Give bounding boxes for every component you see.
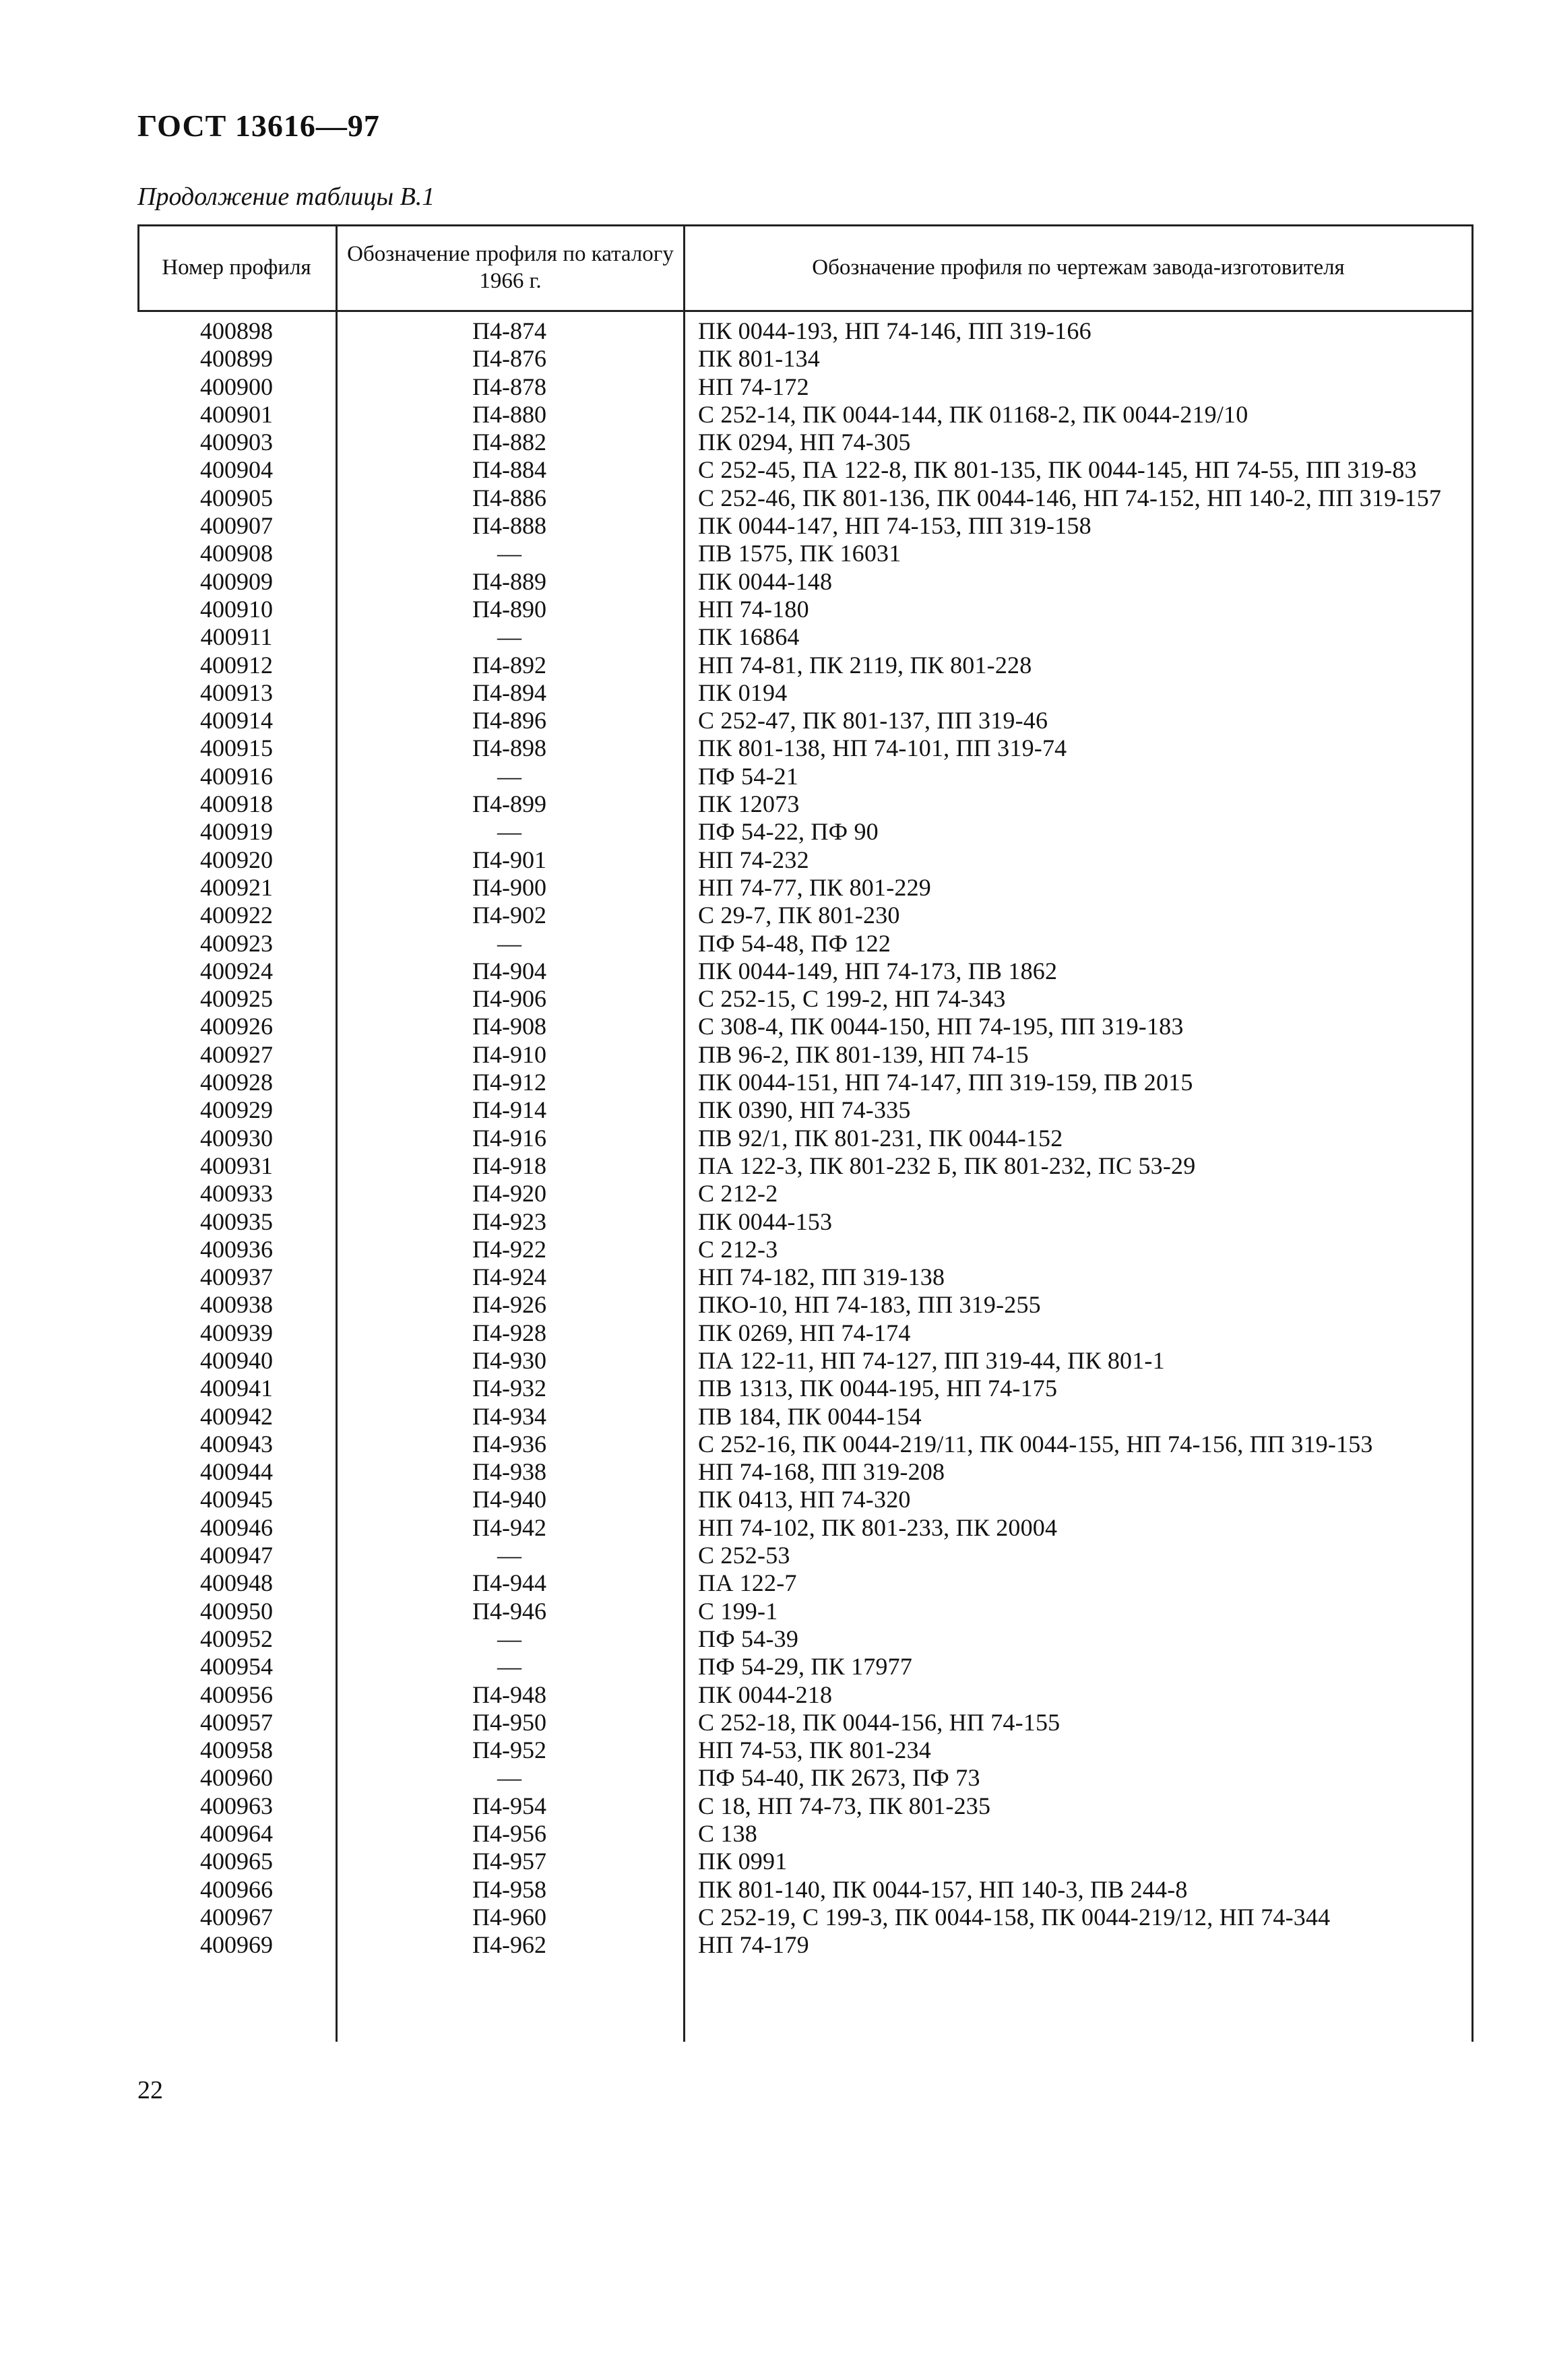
cell-profile-number: 400938 (200, 1291, 273, 1319)
cell-factory-designation: НП 74-81, ПК 2119, ПК 801-228 (698, 651, 1032, 679)
cell-profile-number: 400943 (200, 1430, 273, 1458)
cell-profile-number: 400905 (200, 484, 273, 511)
cell-profile-number: 400940 (200, 1346, 273, 1374)
cell-catalog-designation: П4-918 (472, 1152, 546, 1179)
cell-profile-number: 400958 (200, 1736, 273, 1764)
cell-factory-designation: С 252-53 (698, 1542, 790, 1569)
table-row (137, 1041, 1474, 1069)
cell-profile-number: 400922 (200, 902, 273, 929)
table-row (137, 317, 1474, 345)
cell-factory-designation: ПК 0044-193, НП 74-146, ПП 319-166 (698, 317, 1091, 344)
cell-factory-designation: ПА 122-3, ПК 801-232 Б, ПК 801-232, ПС 53-29 (698, 1152, 1196, 1179)
cell-factory-designation: НП 74-182, ПП 319-138 (698, 1263, 945, 1291)
cell-profile-number: 400903 (200, 429, 273, 456)
cell-factory-designation: НП 74-77, ПК 801-229 (698, 873, 931, 901)
cell-catalog-designation: П4-932 (472, 1375, 546, 1402)
cell-catalog-designation: — (497, 818, 521, 846)
cell-profile-number: 400965 (200, 1848, 273, 1875)
table-row (137, 763, 1474, 790)
cell-factory-designation: НП 74-53, ПК 801-234 (698, 1736, 931, 1764)
table-row (137, 790, 1474, 818)
cell-factory-designation: ПА 122-11, НП 74-127, ПП 319-44, ПК 801-1 (698, 1346, 1165, 1374)
table-header-separator (137, 310, 1474, 312)
cell-profile-number: 400900 (200, 373, 273, 400)
cell-factory-designation: С 138 (698, 1820, 758, 1848)
cell-profile-number: 400918 (200, 790, 273, 818)
cell-catalog-designation: П4-898 (472, 734, 546, 762)
cell-catalog-designation: П4-944 (472, 1569, 546, 1597)
cell-factory-designation: ПВ 1575, ПК 16031 (698, 540, 901, 567)
cell-catalog-designation: П4-936 (472, 1430, 546, 1458)
cell-catalog-designation: П4-900 (472, 873, 546, 901)
cell-factory-designation: ПК 0194 (698, 679, 788, 706)
table-row (137, 818, 1474, 846)
table-row (137, 652, 1474, 679)
cell-profile-number: 400904 (200, 456, 273, 484)
table-row (137, 1096, 1474, 1124)
table-row (137, 345, 1474, 373)
table-row (137, 1764, 1474, 1792)
cell-catalog-designation: П4-902 (472, 902, 546, 929)
table-row (137, 1069, 1474, 1096)
cell-catalog-designation: П4-946 (472, 1597, 546, 1625)
table-row (137, 1792, 1474, 1820)
cell-factory-designation: ПК 0044-147, НП 74-153, ПП 319-158 (698, 512, 1091, 540)
cell-profile-number: 400907 (200, 512, 273, 540)
table-row (137, 540, 1474, 567)
cell-profile-number: 400926 (200, 1013, 273, 1040)
cell-profile-number: 400915 (200, 734, 273, 762)
table-row (137, 1375, 1474, 1402)
cell-factory-designation: С 212-2 (698, 1180, 778, 1208)
table-row (137, 373, 1474, 401)
cell-profile-number: 400945 (200, 1486, 273, 1513)
cell-factory-designation: ПК 0390, НП 74-335 (698, 1096, 911, 1124)
column-header-factory-drawings: Обозначение профиля по чертежам завода-изготовителя (812, 255, 1345, 280)
cell-factory-designation: ПК 0044-153 (698, 1208, 833, 1235)
cell-profile-number: 400935 (200, 1208, 273, 1235)
cell-factory-designation: ПК 0044-148 (698, 567, 833, 595)
table-row (137, 1820, 1474, 1848)
cell-factory-designation: ПКО-10, НП 74-183, ПП 319-255 (698, 1291, 1041, 1319)
cell-factory-designation: С 199-1 (698, 1597, 778, 1625)
table-row (137, 429, 1474, 456)
table-row (137, 1736, 1474, 1764)
table-row (137, 1904, 1474, 1931)
table-row (137, 456, 1474, 484)
cell-profile-number: 400956 (200, 1681, 273, 1708)
cell-catalog-designation: П4-923 (472, 1208, 546, 1235)
cell-profile-number: 400963 (200, 1792, 273, 1819)
table-row (137, 596, 1474, 623)
table-row (137, 930, 1474, 958)
table-row (137, 568, 1474, 596)
cell-catalog-designation: — (497, 1625, 521, 1652)
cell-catalog-designation: П4-874 (472, 317, 546, 344)
table-row (137, 1236, 1474, 1263)
table-body (137, 317, 1474, 1960)
cell-catalog-designation: П4-934 (472, 1402, 546, 1430)
cell-factory-designation: ПФ 54-39 (698, 1625, 799, 1652)
cell-catalog-designation: П4-890 (472, 595, 546, 623)
cell-profile-number: 400931 (200, 1152, 273, 1179)
cell-catalog-designation: — (497, 929, 521, 957)
cell-factory-designation: С 252-45, ПА 122-8, ПК 801-135, ПК 0044-145, НП 74-55, ПП 319-83 (698, 456, 1417, 484)
cell-catalog-designation: П4-940 (472, 1486, 546, 1513)
cell-catalog-designation: П4-889 (472, 567, 546, 595)
cell-factory-designation: НП 74-180 (698, 595, 809, 623)
table-row (137, 1486, 1474, 1513)
cell-catalog-designation: П4-876 (472, 345, 546, 373)
cell-profile-number: 400939 (200, 1319, 273, 1346)
cell-catalog-designation: П4-956 (472, 1820, 546, 1848)
cell-profile-number: 400916 (200, 762, 273, 790)
cell-catalog-designation: П4-914 (472, 1096, 546, 1124)
cell-catalog-designation: П4-922 (472, 1235, 546, 1263)
profile-table (137, 224, 1474, 2042)
cell-profile-number: 400937 (200, 1263, 273, 1291)
cell-catalog-designation: П4-950 (472, 1708, 546, 1736)
cell-catalog-designation: П4-899 (472, 790, 546, 818)
cell-catalog-designation: П4-886 (472, 484, 546, 511)
table-row (137, 623, 1474, 651)
cell-factory-designation: С 252-19, С 199-3, ПК 0044-158, ПК 0044-219/12, НП 74-344 (698, 1903, 1331, 1931)
cell-profile-number: 400946 (200, 1513, 273, 1541)
cell-catalog-designation: П4-896 (472, 707, 546, 734)
cell-catalog-designation: П4-894 (472, 679, 546, 706)
table-row (137, 679, 1474, 707)
cell-profile-number: 400964 (200, 1820, 273, 1848)
cell-profile-number: 400923 (200, 929, 273, 957)
cell-catalog-designation: П4-912 (472, 1069, 546, 1096)
table-row (137, 401, 1474, 429)
cell-factory-designation: ПК 0044-151, НП 74-147, ПП 319-159, ПВ 2015 (698, 1069, 1193, 1096)
cell-catalog-designation: П4-930 (472, 1346, 546, 1374)
table-row (137, 1848, 1474, 1875)
cell-factory-designation: ПВ 1313, ПК 0044-195, НП 74-175 (698, 1375, 1058, 1402)
cell-profile-number: 400947 (200, 1542, 273, 1569)
cell-catalog-designation: П4-882 (472, 429, 546, 456)
cell-catalog-designation: П4-942 (472, 1513, 546, 1541)
cell-profile-number: 400969 (200, 1931, 273, 1959)
cell-factory-designation: НП 74-232 (698, 846, 809, 873)
cell-catalog-designation: П4-910 (472, 1040, 546, 1068)
cell-profile-number: 400954 (200, 1653, 273, 1681)
table-continuation-caption: Продолжение таблицы В.1 (137, 183, 435, 211)
table-row (137, 1542, 1474, 1569)
table-row (137, 1569, 1474, 1597)
cell-profile-number: 400936 (200, 1235, 273, 1263)
cell-catalog-designation: П4-960 (472, 1903, 546, 1931)
cell-catalog-designation: П4-884 (472, 456, 546, 484)
cell-catalog-designation: П4-954 (472, 1792, 546, 1819)
table-row (137, 985, 1474, 1013)
table-row (137, 734, 1474, 762)
cell-profile-number: 400960 (200, 1764, 273, 1792)
cell-factory-designation: ПК 0044-218 (698, 1681, 833, 1708)
cell-factory-designation: ПФ 54-21 (698, 762, 799, 790)
cell-profile-number: 400921 (200, 873, 273, 901)
cell-profile-number: 400912 (200, 651, 273, 679)
cell-profile-number: 400950 (200, 1597, 273, 1625)
table-row (137, 1598, 1474, 1625)
cell-factory-designation: ПВ 92/1, ПК 801-231, ПК 0044-152 (698, 1124, 1063, 1152)
cell-profile-number: 400966 (200, 1875, 273, 1903)
cell-profile-number: 400930 (200, 1124, 273, 1152)
cell-catalog-designation: П4-924 (472, 1263, 546, 1291)
cell-catalog-designation: — (497, 762, 521, 790)
cell-profile-number: 400919 (200, 818, 273, 846)
cell-factory-designation: НП 74-102, ПК 801-233, ПК 20004 (698, 1513, 1058, 1541)
cell-profile-number: 400957 (200, 1708, 273, 1736)
cell-catalog-designation: П4-920 (472, 1180, 546, 1208)
column-header-profile-number: Номер профиля (162, 255, 311, 280)
cell-factory-designation: НП 74-172 (698, 373, 809, 400)
cell-catalog-designation: П4-962 (472, 1931, 546, 1959)
cell-factory-designation: ПК 0269, НП 74-174 (698, 1319, 911, 1346)
cell-factory-designation: С 252-18, ПК 0044-156, НП 74-155 (698, 1708, 1061, 1736)
cell-catalog-designation: П4-948 (472, 1681, 546, 1708)
cell-profile-number: 400941 (200, 1375, 273, 1402)
table-row (137, 1263, 1474, 1291)
table-row (137, 1319, 1474, 1347)
cell-factory-designation: С 18, НП 74-73, ПК 801-235 (698, 1792, 991, 1819)
cell-profile-number: 400967 (200, 1903, 273, 1931)
cell-catalog-designation: П4-958 (472, 1875, 546, 1903)
cell-profile-number: 400909 (200, 567, 273, 595)
cell-factory-designation: ПФ 54-22, ПФ 90 (698, 818, 879, 846)
cell-profile-number: 400927 (200, 1040, 273, 1068)
cell-profile-number: 400928 (200, 1069, 273, 1096)
cell-factory-designation: С 252-14, ПК 0044-144, ПК 01168-2, ПК 0044-219/10 (698, 400, 1248, 428)
document-title: ГОСТ 13616—97 (137, 108, 380, 143)
cell-catalog-designation: — (497, 1542, 521, 1569)
table-row (137, 874, 1474, 902)
cell-catalog-designation: П4-957 (472, 1848, 546, 1875)
cell-factory-designation: ПК 801-138, НП 74-101, ПП 319-74 (698, 734, 1067, 762)
column-header-catalog-1966: Обозначение профиля по каталогу 1966 г. (347, 241, 674, 293)
cell-factory-designation: ПК 801-134 (698, 345, 820, 373)
table-row (137, 1458, 1474, 1486)
cell-factory-designation: ПК 0294, НП 74-305 (698, 429, 911, 456)
table-row (137, 1403, 1474, 1431)
table-row (137, 1013, 1474, 1040)
cell-catalog-designation: П4-928 (472, 1319, 546, 1346)
cell-catalog-designation: П4-892 (472, 651, 546, 679)
cell-profile-number: 400933 (200, 1180, 273, 1208)
cell-factory-designation: С 29-7, ПК 801-230 (698, 902, 900, 929)
cell-catalog-designation: П4-901 (472, 846, 546, 873)
cell-factory-designation: ПК 16864 (698, 623, 800, 651)
cell-factory-designation: ПК 0991 (698, 1848, 788, 1875)
table-row (137, 1208, 1474, 1236)
cell-catalog-designation: П4-938 (472, 1458, 546, 1486)
table-row (137, 1180, 1474, 1208)
cell-catalog-designation: — (497, 1764, 521, 1792)
table-row (137, 1125, 1474, 1152)
cell-factory-designation: ПВ 184, ПК 0044-154 (698, 1402, 922, 1430)
table-row (137, 707, 1474, 734)
cell-catalog-designation: П4-926 (472, 1291, 546, 1319)
table-row (137, 1431, 1474, 1458)
cell-catalog-designation: П4-878 (472, 373, 546, 400)
cell-profile-number: 400929 (200, 1096, 273, 1124)
table-row (137, 958, 1474, 985)
cell-profile-number: 400913 (200, 679, 273, 706)
cell-catalog-designation: П4-916 (472, 1124, 546, 1152)
cell-factory-designation: ПФ 54-48, ПФ 122 (698, 929, 891, 957)
cell-profile-number: 400910 (200, 595, 273, 623)
table-row (137, 902, 1474, 929)
cell-profile-number: 400948 (200, 1569, 273, 1597)
table-row (137, 1681, 1474, 1709)
cell-profile-number: 400911 (200, 623, 273, 651)
cell-profile-number: 400920 (200, 846, 273, 873)
cell-profile-number: 400914 (200, 707, 273, 734)
cell-catalog-designation: П4-908 (472, 1013, 546, 1040)
table-row (137, 1514, 1474, 1542)
cell-profile-number: 400924 (200, 957, 273, 984)
cell-factory-designation: С 252-16, ПК 0044-219/11, ПК 0044-155, НП 74-156, ПП 319-153 (698, 1430, 1373, 1458)
cell-factory-designation: ПК 801-140, ПК 0044-157, НП 140-3, ПВ 244-8 (698, 1875, 1188, 1903)
cell-factory-designation: С 252-15, С 199-2, НП 74-343 (698, 985, 1006, 1013)
cell-catalog-designation: — (497, 1653, 521, 1681)
table-row (137, 1347, 1474, 1375)
cell-factory-designation: С 212-3 (698, 1235, 778, 1263)
table-row (137, 1291, 1474, 1319)
cell-factory-designation: С 252-46, ПК 801-136, ПК 0044-146, НП 74-152, НП 140-2, ПП 319-157 (698, 484, 1442, 511)
cell-factory-designation: С 308-4, ПК 0044-150, НП 74-195, ПП 319-183 (698, 1013, 1184, 1040)
cell-factory-designation: ПК 12073 (698, 790, 800, 818)
cell-catalog-designation: П4-880 (472, 400, 546, 428)
cell-profile-number: 400925 (200, 985, 273, 1013)
table-row (137, 512, 1474, 540)
table-row (137, 1625, 1474, 1653)
cell-profile-number: 400944 (200, 1458, 273, 1486)
cell-catalog-designation: П4-888 (472, 512, 546, 540)
cell-factory-designation: НП 74-168, ПП 319-208 (698, 1458, 945, 1486)
cell-factory-designation: НП 74-179 (698, 1931, 809, 1959)
cell-catalog-designation: П4-906 (472, 985, 546, 1013)
table-row (137, 1152, 1474, 1180)
table-row (137, 1876, 1474, 1904)
cell-profile-number: 400901 (200, 400, 273, 428)
cell-profile-number: 400908 (200, 540, 273, 567)
table-row (137, 484, 1474, 512)
cell-profile-number: 400898 (200, 317, 273, 344)
cell-catalog-designation: П4-952 (472, 1736, 546, 1764)
table-row (137, 1931, 1474, 1959)
cell-factory-designation: ПФ 54-40, ПК 2673, ПФ 73 (698, 1764, 980, 1792)
cell-catalog-designation: — (497, 540, 521, 567)
cell-factory-designation: ПА 122-7 (698, 1569, 797, 1597)
cell-factory-designation: С 252-47, ПК 801-137, ПП 319-46 (698, 707, 1048, 734)
table-row (137, 846, 1474, 874)
cell-catalog-designation: П4-904 (472, 957, 546, 984)
cell-factory-designation: ПФ 54-29, ПК 17977 (698, 1653, 913, 1681)
cell-profile-number: 400899 (200, 345, 273, 373)
cell-factory-designation: ПВ 96-2, ПК 801-139, НП 74-15 (698, 1040, 1029, 1068)
cell-catalog-designation: — (497, 623, 521, 651)
table-row (137, 1709, 1474, 1736)
page-number: 22 (137, 2076, 163, 2104)
cell-factory-designation: ПК 0413, НП 74-320 (698, 1486, 911, 1513)
cell-factory-designation: ПК 0044-149, НП 74-173, ПВ 1862 (698, 957, 1058, 984)
cell-profile-number: 400952 (200, 1625, 273, 1652)
cell-profile-number: 400942 (200, 1402, 273, 1430)
table-row (137, 1653, 1474, 1681)
